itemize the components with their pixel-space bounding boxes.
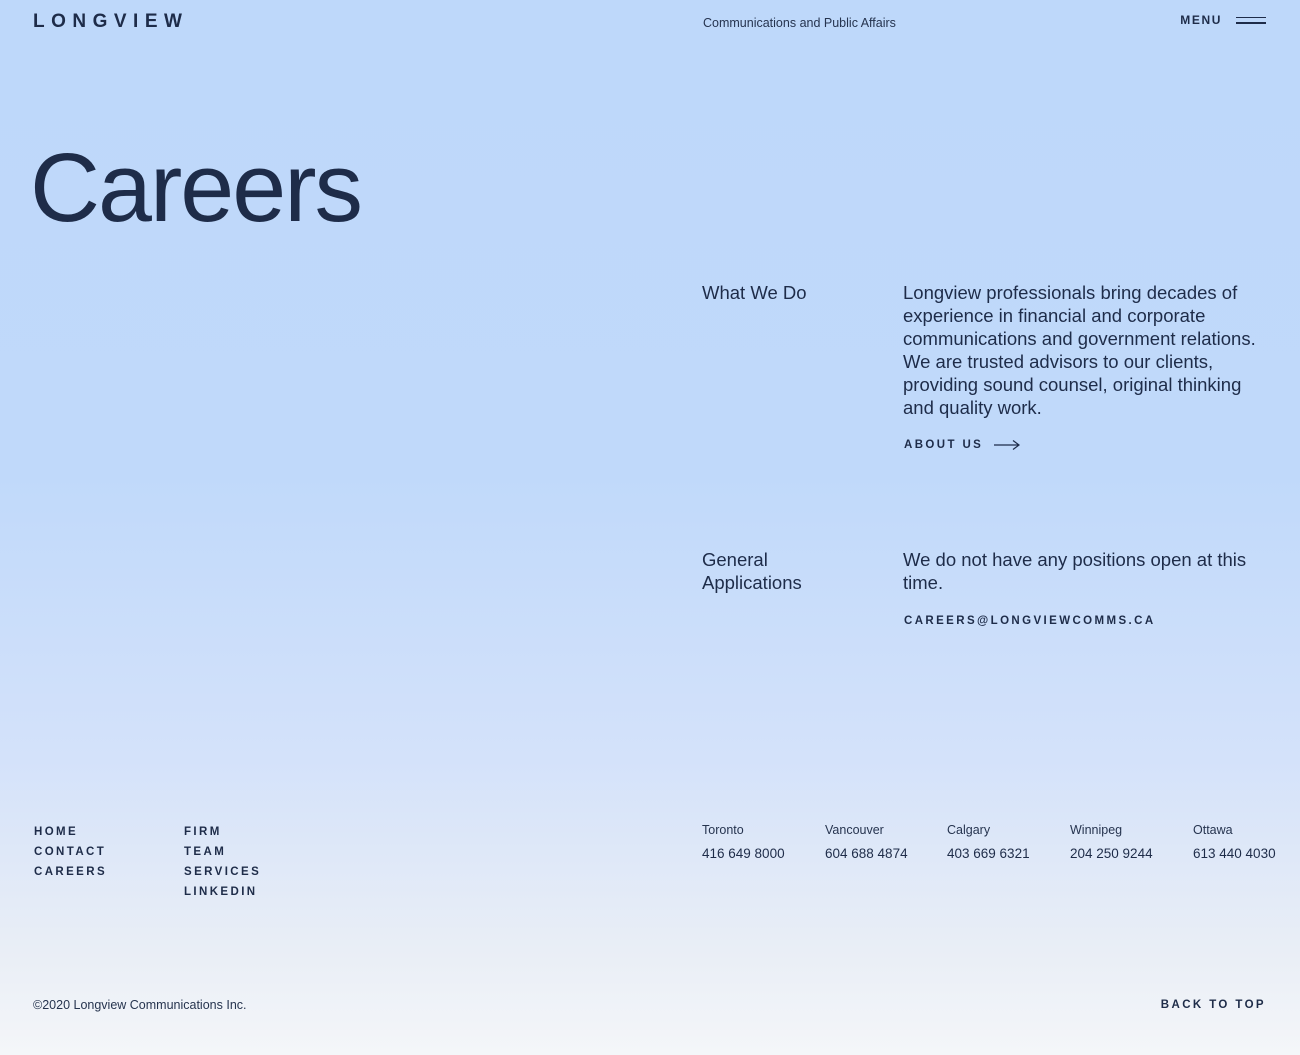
longview-logo[interactable]: LONGVIEW <box>33 11 189 32</box>
office-city: Ottawa <box>1193 823 1233 837</box>
arrow-right-icon <box>993 439 1021 451</box>
office-toronto <box>702 823 785 862</box>
menu-button[interactable] <box>1180 13 1266 27</box>
office-calgary <box>947 823 1030 862</box>
office-phone: 416 649 8000 <box>702 846 785 861</box>
what-we-do-text: Longview professionals bring decades of experience in financial and corporate communications and government relations. We are trusted advisors to our clients, providing sound counsel, original thinking and quality work. <box>903 282 1256 418</box>
page-title: Careers <box>30 133 361 242</box>
office-city: Winnipeg <box>1070 823 1123 837</box>
office-city: Calgary <box>947 823 991 837</box>
footer-link-home[interactable]: HOME <box>34 826 79 838</box>
office-vancouver <box>825 823 908 862</box>
what-we-do-label: What We Do <box>702 282 807 303</box>
office-city: Vancouver <box>825 823 884 837</box>
copyright-text: ©2020 Longview Communications Inc. <box>33 998 247 1012</box>
office-ottawa <box>1193 823 1276 862</box>
footer-link-contact[interactable]: CONTACT <box>34 846 107 858</box>
general-applications-label: General Applications <box>702 549 802 593</box>
footer-link-careers[interactable]: CAREERS <box>34 866 108 878</box>
hamburger-icon <box>1236 17 1266 24</box>
footer-nav-secondary <box>184 822 261 902</box>
footer-link-firm[interactable]: FIRM <box>184 826 222 838</box>
office-city: Toronto <box>702 823 744 837</box>
office-winnipeg <box>1070 823 1153 862</box>
footer-nav-primary <box>34 822 107 882</box>
site-tagline: Communications and Public Affairs <box>703 16 896 30</box>
office-phone: 613 440 4030 <box>1193 846 1276 861</box>
office-phone: 604 688 4874 <box>825 846 908 861</box>
careers-email-link[interactable]: CAREERS@LONGVIEWCOMMS.CA <box>904 615 1156 627</box>
general-applications-text: We do not have any positions open at this time. <box>903 549 1247 593</box>
about-us-label: ABOUT US <box>904 439 984 451</box>
about-us-link[interactable] <box>904 439 1021 451</box>
back-to-top-link[interactable]: BACK TO TOP <box>1160 999 1266 1011</box>
footer-link-team[interactable]: TEAM <box>184 846 227 858</box>
footer-link-linkedin[interactable]: LINKEDIN <box>184 886 258 898</box>
footer-link-services[interactable]: SERVICES <box>184 866 262 878</box>
office-phone: 403 669 6321 <box>947 846 1030 861</box>
menu-label: MENU <box>1180 13 1222 27</box>
office-phone: 204 250 9244 <box>1070 846 1153 861</box>
